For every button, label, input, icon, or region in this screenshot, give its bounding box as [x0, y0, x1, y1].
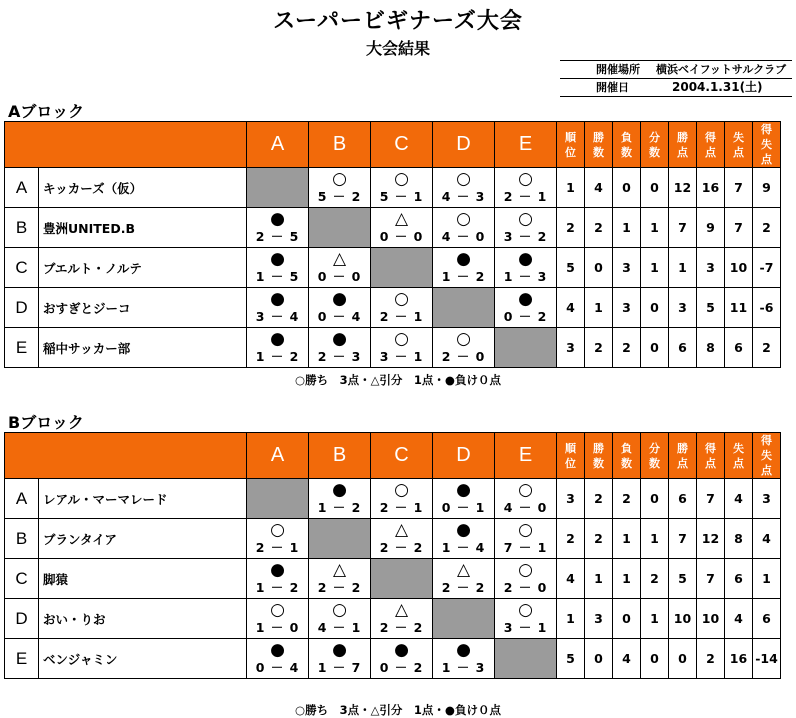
stat-value: 6: [753, 599, 781, 639]
stat-header: 得 点: [697, 122, 725, 168]
stat-value: 1: [613, 559, 641, 599]
match-result-cell: [433, 168, 495, 208]
stat-value: 7: [669, 208, 697, 248]
result-symbol: ●: [332, 640, 347, 660]
table-row: [5, 248, 781, 288]
match-score: 1 － 7: [317, 660, 362, 675]
result-symbol: ○: [270, 520, 285, 540]
match-result-cell: [433, 208, 495, 248]
stat-value: 4: [585, 168, 613, 208]
match-result-cell: [495, 559, 557, 599]
match-result-cell: [433, 559, 495, 599]
match-result-cell: [433, 248, 495, 288]
column-header: C: [371, 433, 433, 479]
date-label: 開催日: [596, 81, 629, 94]
match-score: 2 － 1: [255, 540, 300, 555]
match-result-cell: [309, 248, 371, 288]
stat-value: 7: [725, 168, 753, 208]
team-name: おい・りお: [39, 599, 247, 639]
date-row: [560, 78, 792, 97]
stat-value: 5: [557, 639, 585, 679]
match-result-cell: [433, 519, 495, 559]
result-symbol: ●: [332, 289, 347, 309]
result-symbol: ○: [518, 209, 533, 229]
header-blank: [5, 433, 247, 479]
stat-value: 2: [585, 208, 613, 248]
stat-value: 3: [753, 479, 781, 519]
match-score: 4 － 0: [503, 500, 548, 515]
stat-value: 16: [697, 168, 725, 208]
stat-value: 0: [669, 639, 697, 679]
team-name: 豊洲UNITED.B: [39, 208, 247, 248]
match-result-cell: [247, 248, 309, 288]
stat-value: 4: [753, 519, 781, 559]
venue-value: 横浜ベイフットサルクラブ: [656, 63, 787, 76]
stat-header: 得 点: [697, 433, 725, 479]
result-symbol: ●: [518, 249, 533, 269]
match-score: 1 － 3: [441, 660, 486, 675]
match-score: 1 － 5: [255, 269, 300, 284]
team-name: ベンジャミン: [39, 639, 247, 679]
result-symbol: △: [332, 560, 347, 580]
match-result-cell: [433, 639, 495, 679]
stat-header: 負 数: [613, 122, 641, 168]
result-symbol: ○: [332, 169, 347, 189]
match-result-cell: [433, 328, 495, 368]
match-score: 2 － 2: [441, 580, 486, 595]
column-header: D: [433, 122, 495, 168]
match-result-cell: [495, 479, 557, 519]
header-row: [5, 433, 781, 479]
stat-value: 4: [557, 559, 585, 599]
result-symbol: ○: [456, 329, 471, 349]
table-row: [5, 288, 781, 328]
venue-label: 開催場所: [596, 63, 640, 76]
stat-value: 6: [669, 479, 697, 519]
stat-value: 2: [557, 208, 585, 248]
match-result-cell: [247, 208, 309, 248]
stat-header: 勝 数: [585, 122, 613, 168]
venue-row: [560, 60, 792, 78]
stat-value: -7: [753, 248, 781, 288]
match-result-cell: [247, 599, 309, 639]
stat-header: 順 位: [557, 122, 585, 168]
result-symbol: ●: [394, 640, 409, 660]
match-result-cell: [247, 559, 309, 599]
stat-value: 7: [697, 479, 725, 519]
match-score: 1 － 2: [255, 349, 300, 364]
match-score: 2 － 3: [317, 349, 362, 364]
stat-value: 4: [725, 479, 753, 519]
self-match-cell: [433, 288, 495, 328]
match-result-cell: [309, 288, 371, 328]
match-result-cell: [495, 208, 557, 248]
match-result-cell: [371, 639, 433, 679]
team-name: キッカーズ（仮）: [39, 168, 247, 208]
result-symbol: ○: [270, 600, 285, 620]
row-label: D: [5, 288, 39, 328]
page-subtitle: 大会結果: [365, 39, 430, 58]
result-symbol: △: [394, 600, 409, 620]
match-score: 3 － 4: [255, 309, 300, 324]
stat-value: 3: [557, 328, 585, 368]
match-result-cell: [371, 479, 433, 519]
stat-value: 8: [725, 519, 753, 559]
row-label: C: [5, 248, 39, 288]
legend: ○勝ち 3点・△引分 1点・●負け０点: [295, 703, 501, 717]
stat-header: 勝 数: [585, 433, 613, 479]
stat-value: 0: [613, 599, 641, 639]
result-symbol: ○: [394, 329, 409, 349]
match-result-cell: [371, 288, 433, 328]
block-title: Bブロック: [8, 413, 84, 432]
stat-value: 12: [697, 519, 725, 559]
match-result-cell: [247, 639, 309, 679]
stat-value: 1: [557, 168, 585, 208]
stat-value: 2: [557, 519, 585, 559]
stat-value: 5: [557, 248, 585, 288]
match-score: 1 － 3: [503, 269, 548, 284]
stat-value: 0: [641, 639, 669, 679]
stat-value: 10: [669, 599, 697, 639]
match-score: 2 － 1: [379, 500, 424, 515]
match-result-cell: [495, 168, 557, 208]
match-score: 0 － 1: [441, 500, 486, 515]
table-row: [5, 168, 781, 208]
stat-value: 6: [725, 328, 753, 368]
page-title: スーパービギナーズ大会: [273, 9, 523, 34]
match-score: 2 － 2: [317, 580, 362, 595]
team-name: ブランタイア: [39, 519, 247, 559]
stat-value: 7: [669, 519, 697, 559]
match-result-cell: [247, 519, 309, 559]
column-header: E: [495, 433, 557, 479]
stat-value: 2: [585, 328, 613, 368]
result-symbol: ○: [518, 520, 533, 540]
stat-value: 4: [613, 639, 641, 679]
header-blank: [5, 122, 247, 168]
stat-value: 1: [585, 288, 613, 328]
match-result-cell: [309, 168, 371, 208]
team-name: 脚猿: [39, 559, 247, 599]
match-score: 0 － 4: [255, 660, 300, 675]
match-score: 7 － 1: [503, 540, 548, 555]
match-score: 0 － 0: [379, 229, 424, 244]
stat-value: 1: [753, 559, 781, 599]
row-label: E: [5, 639, 39, 679]
match-score: 2 － 1: [379, 309, 424, 324]
match-result-cell: [309, 639, 371, 679]
stat-header: 分 数: [641, 122, 669, 168]
match-score: 5 － 1: [379, 189, 424, 204]
stat-value: 3: [613, 288, 641, 328]
table-row: [5, 559, 781, 599]
stat-value: 5: [669, 559, 697, 599]
column-header: A: [247, 433, 309, 479]
stat-value: 0: [585, 639, 613, 679]
result-symbol: ○: [518, 600, 533, 620]
match-score: 1 － 2: [317, 500, 362, 515]
self-match-cell: [433, 599, 495, 639]
stat-value: 3: [585, 599, 613, 639]
stat-value: 16: [725, 639, 753, 679]
stat-value: 1: [669, 248, 697, 288]
row-label: D: [5, 599, 39, 639]
self-match-cell: [495, 639, 557, 679]
match-score: 2 － 2: [379, 540, 424, 555]
match-score: 2 － 5: [255, 229, 300, 244]
stat-value: 2: [585, 479, 613, 519]
match-score: 0 － 4: [317, 309, 362, 324]
self-match-cell: [371, 248, 433, 288]
row-label: C: [5, 559, 39, 599]
result-symbol: △: [394, 209, 409, 229]
stat-value: 2: [753, 208, 781, 248]
result-symbol: ●: [456, 480, 471, 500]
stat-value: 1: [641, 599, 669, 639]
results-table: [4, 121, 781, 368]
match-result-cell: [371, 208, 433, 248]
stat-header: 負 数: [613, 433, 641, 479]
match-score: 0 － 2: [379, 660, 424, 675]
stat-value: 10: [725, 248, 753, 288]
stat-value: 1: [641, 248, 669, 288]
stat-value: 1: [641, 208, 669, 248]
self-match-cell: [495, 328, 557, 368]
stat-header: 失 点: [725, 433, 753, 479]
stat-value: 3: [697, 248, 725, 288]
match-score: 0 － 2: [503, 309, 548, 324]
stat-value: 2: [585, 519, 613, 559]
result-symbol: ●: [332, 329, 347, 349]
stat-value: 0: [585, 248, 613, 288]
stat-value: 3: [669, 288, 697, 328]
table-row: [5, 208, 781, 248]
result-symbol: △: [332, 249, 347, 269]
self-match-cell: [309, 208, 371, 248]
match-result-cell: [309, 479, 371, 519]
stat-value: 7: [725, 208, 753, 248]
row-label: B: [5, 519, 39, 559]
team-name: おすぎとジーコ: [39, 288, 247, 328]
match-score: 4 － 0: [441, 229, 486, 244]
block-title: Aブロック: [8, 102, 85, 121]
self-match-cell: [247, 479, 309, 519]
result-symbol: ●: [332, 480, 347, 500]
stat-value: 5: [697, 288, 725, 328]
team-name: レアル・マーマレード: [39, 479, 247, 519]
result-symbol: ○: [518, 480, 533, 500]
match-score: 4 － 3: [441, 189, 486, 204]
table-row: [5, 599, 781, 639]
stat-value: 9: [753, 168, 781, 208]
result-symbol: ●: [270, 249, 285, 269]
result-symbol: △: [456, 560, 471, 580]
stat-value: 10: [697, 599, 725, 639]
result-symbol: ○: [456, 209, 471, 229]
result-symbol: ○: [394, 169, 409, 189]
stat-value: 1: [585, 559, 613, 599]
match-score: 4 － 1: [317, 620, 362, 635]
stat-value: 11: [725, 288, 753, 328]
match-result-cell: [371, 168, 433, 208]
match-score: 1 － 0: [255, 620, 300, 635]
stat-value: 2: [613, 328, 641, 368]
column-header: A: [247, 122, 309, 168]
result-symbol: ●: [270, 640, 285, 660]
match-score: 3 － 2: [503, 229, 548, 244]
stat-value: 2: [613, 479, 641, 519]
result-symbol: ●: [456, 640, 471, 660]
stat-header: 勝 点: [669, 122, 697, 168]
stat-value: -14: [753, 639, 781, 679]
result-symbol: ●: [270, 289, 285, 309]
row-label: A: [5, 168, 39, 208]
match-result-cell: [495, 288, 557, 328]
date-value: 2004.1.31(土): [672, 80, 763, 94]
stat-header: 得 失 点: [753, 122, 781, 168]
result-symbol: ○: [456, 169, 471, 189]
column-header: D: [433, 433, 495, 479]
match-score: 1 － 2: [255, 580, 300, 595]
stat-value: 4: [557, 288, 585, 328]
result-symbol: ●: [270, 209, 285, 229]
result-symbol: ●: [456, 520, 471, 540]
stat-value: 0: [641, 328, 669, 368]
stat-value: 0: [641, 168, 669, 208]
stat-header: 勝 点: [669, 433, 697, 479]
stat-value: 0: [641, 288, 669, 328]
row-label: A: [5, 479, 39, 519]
match-score: 2 － 2: [379, 620, 424, 635]
stat-value: 3: [613, 248, 641, 288]
stat-value: 2: [753, 328, 781, 368]
stat-value: 4: [725, 599, 753, 639]
stat-value: 6: [669, 328, 697, 368]
table-row: [5, 328, 781, 368]
match-score: 3 － 1: [379, 349, 424, 364]
match-score: 5 － 2: [317, 189, 362, 204]
stat-value: 12: [669, 168, 697, 208]
stat-value: 3: [557, 479, 585, 519]
column-header: E: [495, 122, 557, 168]
table-row: [5, 519, 781, 559]
match-result-cell: [371, 328, 433, 368]
stat-value: 7: [697, 559, 725, 599]
self-match-cell: [371, 559, 433, 599]
legend: ○勝ち 3点・△引分 1点・●負け０点: [295, 373, 501, 387]
stat-value: 1: [613, 208, 641, 248]
column-header: B: [309, 433, 371, 479]
match-score: 1 － 2: [441, 269, 486, 284]
match-score: 2 － 1: [503, 189, 548, 204]
match-result-cell: [495, 519, 557, 559]
match-score: 1 － 4: [441, 540, 486, 555]
stat-value: 1: [641, 519, 669, 559]
result-symbol: ●: [456, 249, 471, 269]
self-match-cell: [247, 168, 309, 208]
table-row: [5, 639, 781, 679]
result-symbol: ○: [332, 600, 347, 620]
match-score: 3 － 1: [503, 620, 548, 635]
result-symbol: ○: [394, 289, 409, 309]
match-result-cell: [309, 599, 371, 639]
stat-value: 6: [725, 559, 753, 599]
result-symbol: ○: [518, 169, 533, 189]
stat-value: 0: [641, 479, 669, 519]
result-symbol: ●: [270, 329, 285, 349]
result-symbol: ○: [518, 560, 533, 580]
stat-value: 9: [697, 208, 725, 248]
stat-value: 0: [613, 168, 641, 208]
match-result-cell: [495, 248, 557, 288]
stat-header: 順 位: [557, 433, 585, 479]
header-row: [5, 122, 781, 168]
stat-value: 2: [641, 559, 669, 599]
row-label: E: [5, 328, 39, 368]
match-result-cell: [495, 599, 557, 639]
stat-value: -6: [753, 288, 781, 328]
stat-value: 1: [557, 599, 585, 639]
match-result-cell: [371, 519, 433, 559]
result-symbol: ●: [270, 560, 285, 580]
self-match-cell: [309, 519, 371, 559]
results-table: [4, 432, 781, 679]
match-score: 2 － 0: [503, 580, 548, 595]
match-result-cell: [247, 328, 309, 368]
team-name: 稲中サッカー部: [39, 328, 247, 368]
match-result-cell: [247, 288, 309, 328]
match-result-cell: [309, 328, 371, 368]
stat-header: 失 点: [725, 122, 753, 168]
stat-header: 分 数: [641, 433, 669, 479]
match-score: 2 － 0: [441, 349, 486, 364]
result-symbol: △: [394, 520, 409, 540]
stat-value: 8: [697, 328, 725, 368]
match-result-cell: [433, 479, 495, 519]
stat-header: 得 失 点: [753, 433, 781, 479]
result-symbol: ●: [518, 289, 533, 309]
column-header: B: [309, 122, 371, 168]
team-name: ブエルト・ノルテ: [39, 248, 247, 288]
match-score: 0 － 0: [317, 269, 362, 284]
table-row: [5, 479, 781, 519]
row-label: B: [5, 208, 39, 248]
match-result-cell: [309, 559, 371, 599]
column-header: C: [371, 122, 433, 168]
stat-value: 2: [697, 639, 725, 679]
result-symbol: ○: [394, 480, 409, 500]
match-result-cell: [371, 599, 433, 639]
stat-value: 1: [613, 519, 641, 559]
